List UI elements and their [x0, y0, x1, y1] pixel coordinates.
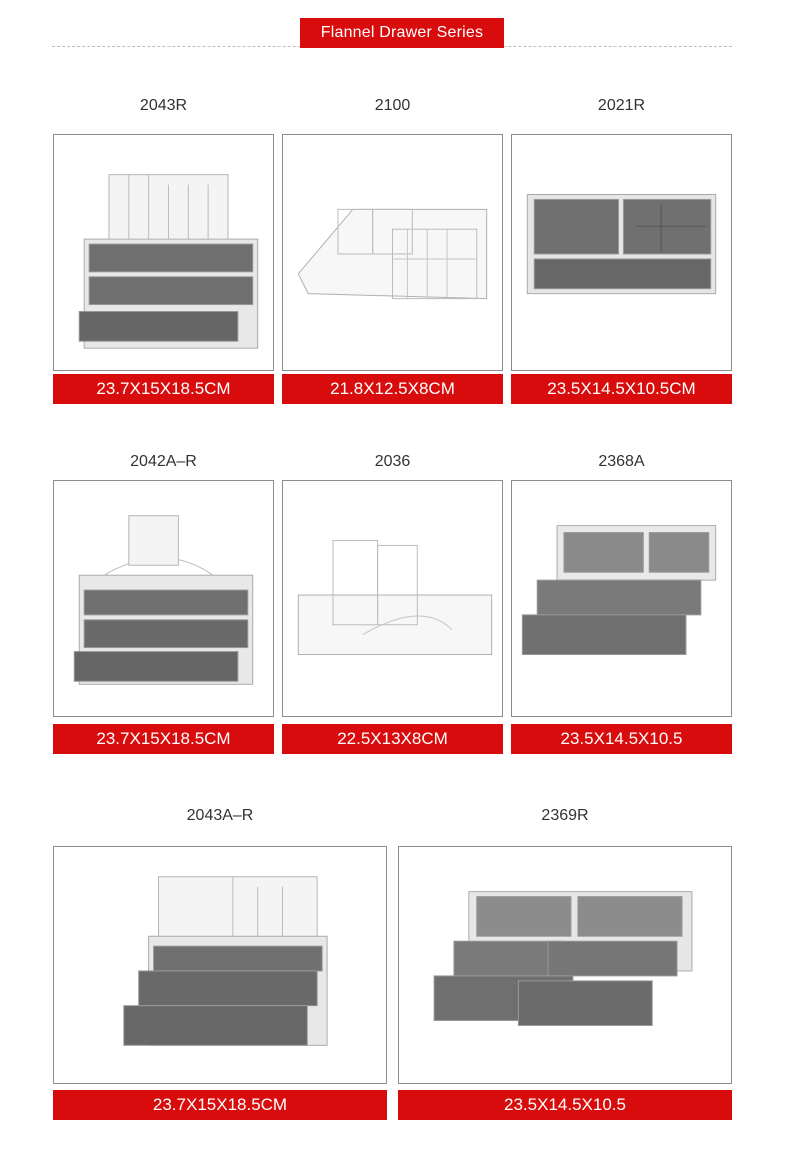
series-title: Flannel Drawer Series [300, 18, 504, 48]
model-number: 2042A–R [130, 453, 197, 470]
product-card-2043a-r[interactable] [53, 807, 387, 1120]
product-card-2368a[interactable] [511, 453, 732, 754]
model-number: 2369R [541, 807, 589, 824]
model-number: 2100 [374, 97, 411, 114]
product-photo [282, 134, 503, 371]
product-photo [511, 480, 732, 717]
product-photo [511, 134, 732, 371]
dimensions-label: 21.8X12.5X8CM [282, 374, 503, 404]
dimensions-label: 22.5X13X8CM [282, 724, 503, 754]
product-photo [53, 480, 274, 717]
product-photo [398, 846, 732, 1084]
product-card-2043r[interactable] [53, 97, 274, 407]
product-card-2100[interactable] [282, 97, 503, 407]
dimensions-label: 23.5X14.5X10.5 [511, 724, 732, 754]
product-card-2042a-r[interactable] [53, 453, 274, 754]
product-photo [53, 134, 274, 371]
dimensions-label: 23.5X14.5X10.5 [398, 1090, 732, 1120]
product-photo [53, 846, 387, 1084]
dimensions-label: 23.7X15X18.5CM [53, 1090, 387, 1120]
product-card-2036[interactable] [282, 453, 503, 754]
model-number: 2043A–R [186, 807, 254, 824]
dimensions-label: 23.5X14.5X10.5CM [511, 374, 732, 404]
model-number: 2368A [598, 453, 645, 470]
model-number: 2036 [374, 453, 411, 470]
product-card-2021r[interactable] [511, 97, 732, 407]
model-number: 2043R [139, 97, 188, 114]
dimensions-label: 23.7X15X18.5CM [53, 724, 274, 754]
model-number: 2021R [597, 97, 646, 114]
product-photo [282, 480, 503, 717]
dimensions-label: 23.7X15X18.5CM [53, 374, 274, 404]
product-card-2369r[interactable] [398, 807, 732, 1120]
